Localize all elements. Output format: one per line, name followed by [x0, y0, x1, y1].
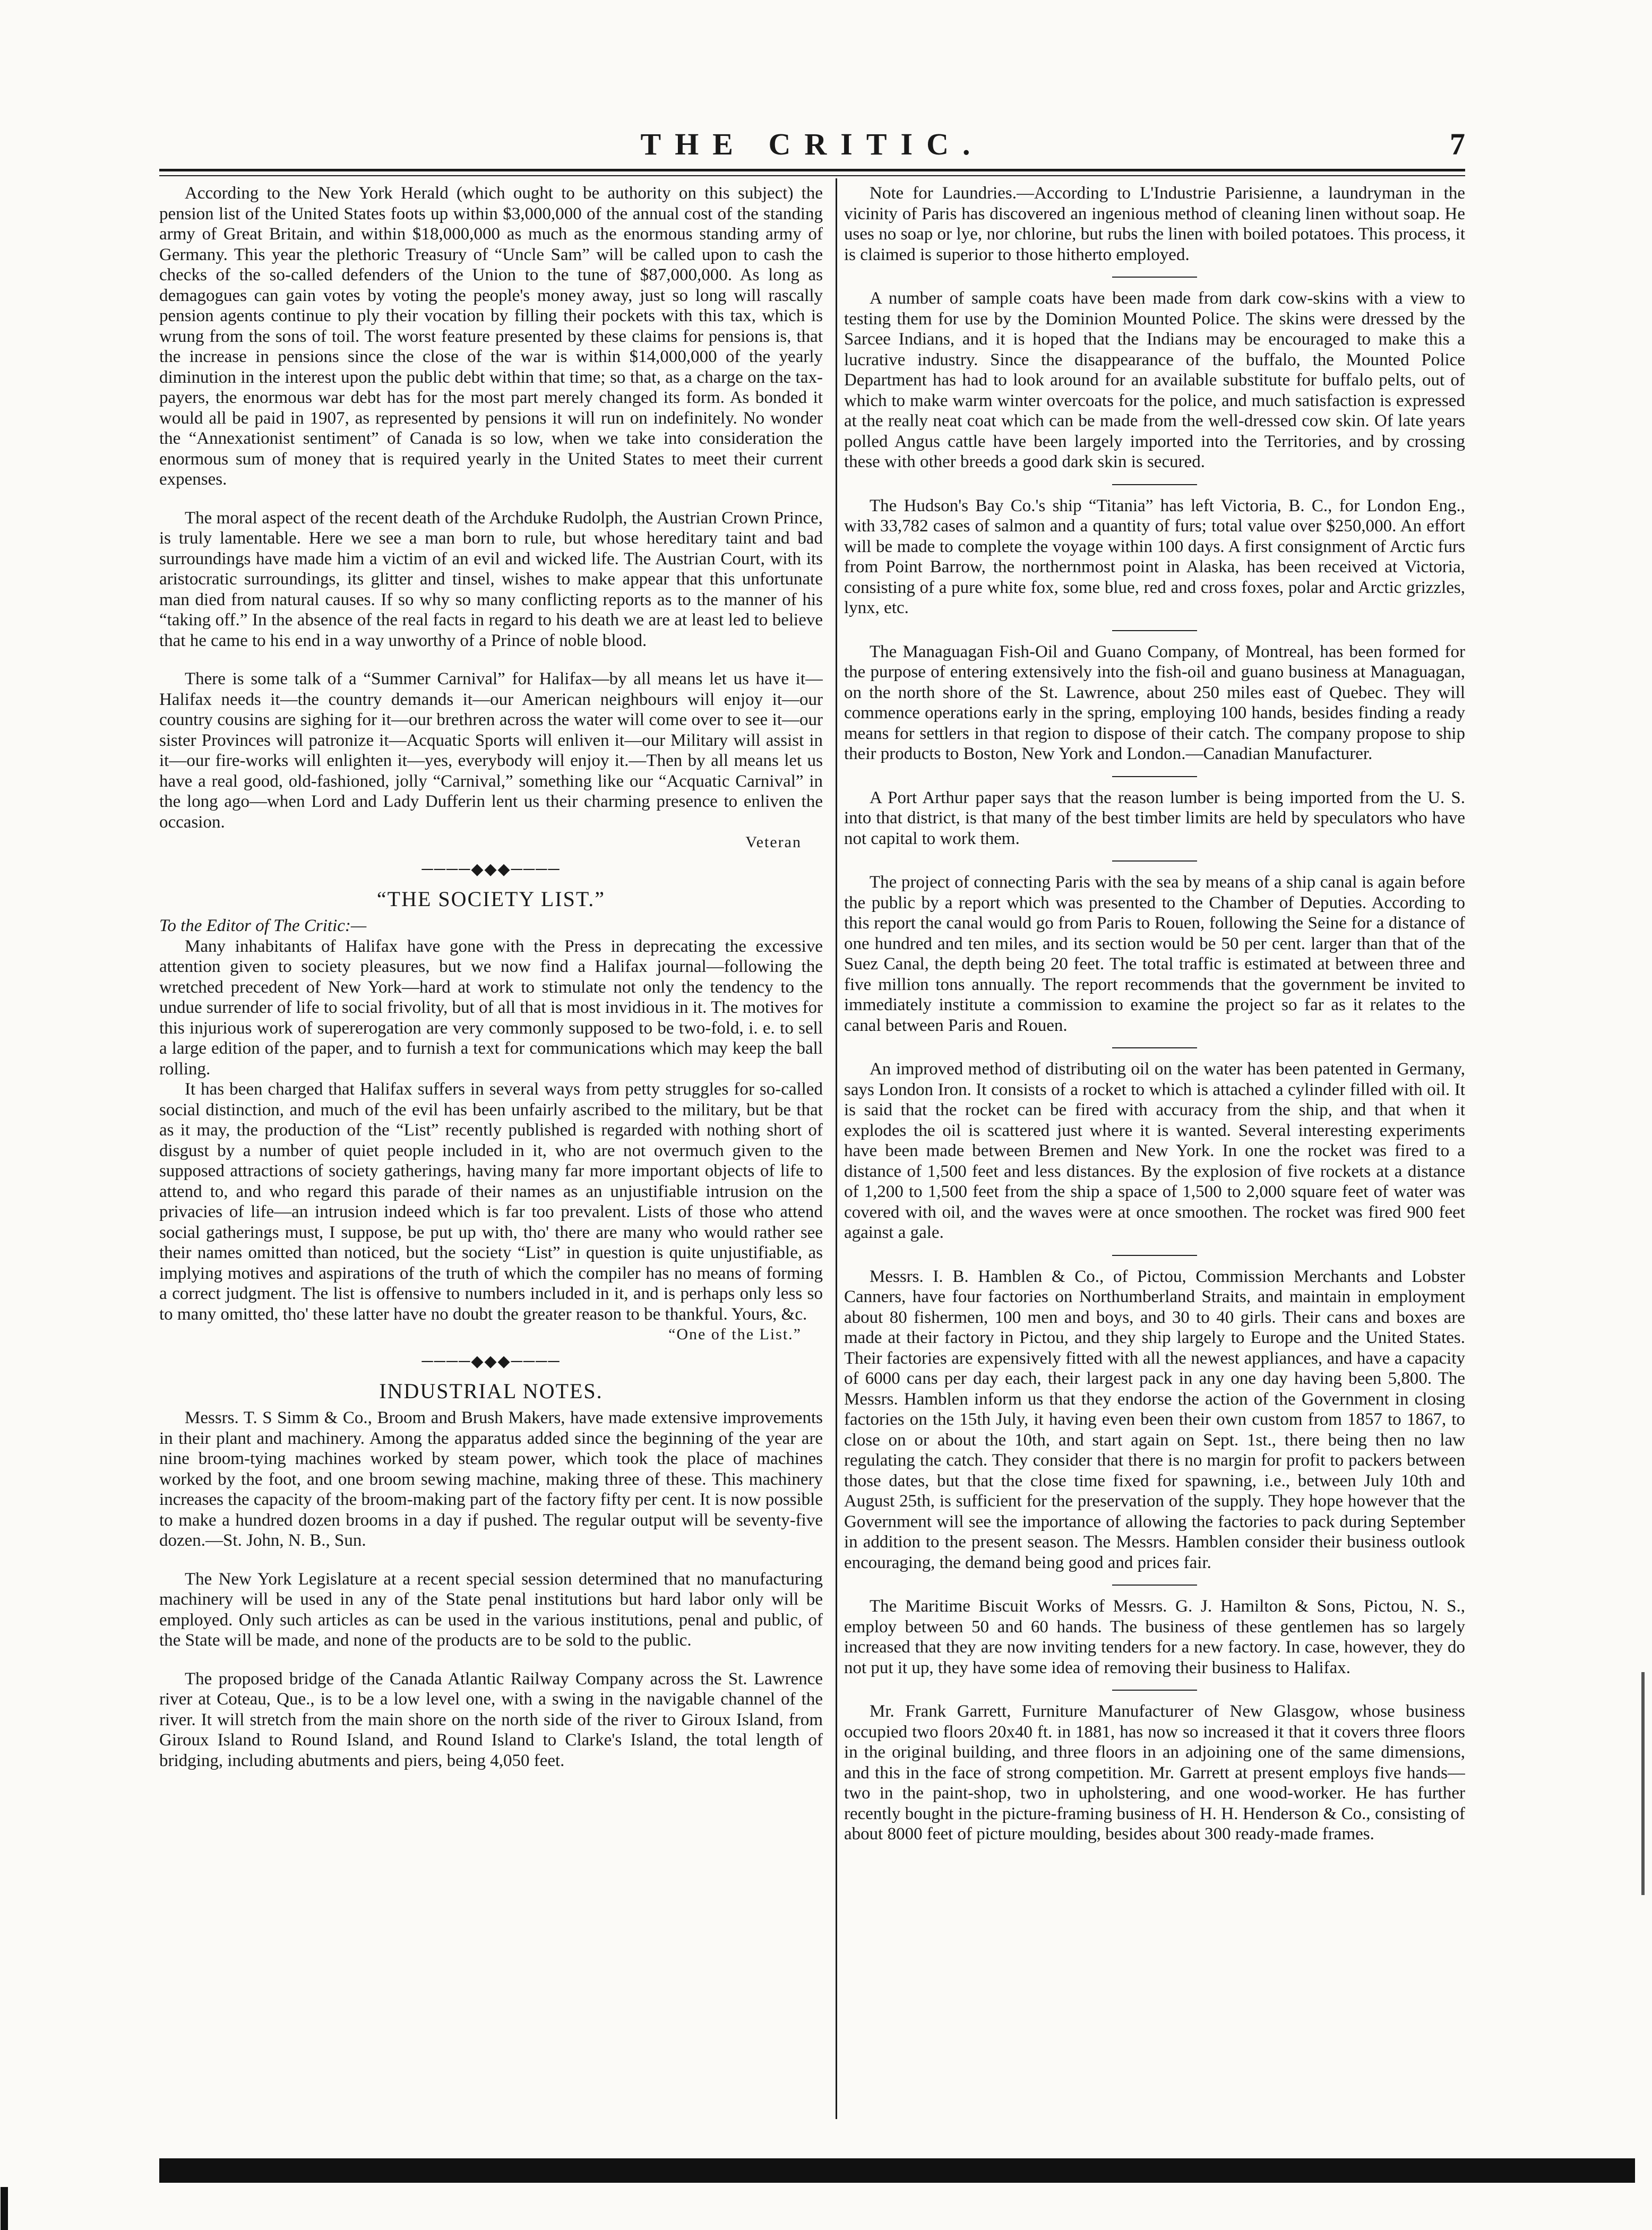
society-list-heading: “THE SOCIETY LIST.” [376, 886, 606, 911]
scan-edge-mark [1, 2187, 8, 2230]
article-archduke-rudolph: The moral aspect of the recent death of the Archduke Rudolph, the Austrian Crown Prince, is truly lamentable. Here we see a man born to rule, but whose hereditary taint and bad surroundings have made him a victim of an evil and wicked life. The Austrian Court, with its aristocratic surroundings, its glitter and tinsel, wishes to make appear that this unfortunate man died from natural causes. If so why so many conflicting reports as to the manner of his “taking off.” In the absence of the real facts in regard to his death we are at least led to believe that he came to his end in a way unworthy of a Prince of noble blood. [159, 508, 823, 650]
article-ny-legislature: The New York Legislature at a recent special session determined that no manufacturing machinery will be used in any of the State penal institutions but hard labor only will be employed. Only such articles as can be used in the various institutions, penal and public, of the State will be made, and none of the products are to be sold to the public. [159, 1569, 823, 1650]
separator-rule [1112, 1585, 1197, 1586]
page-number: 7 [1450, 127, 1465, 161]
article-summer-carnival: There is some talk of a “Summer Carnival” for Halifax—by all means let us have it—Halifax needs it—the country demands it—our American neighbours will enjoy it—our country cousins are sighing for it—our brethren across the water will come over to see it—our sister Provinces will patronize it—Acquatic Sports will enliven it—our Military will assist in it—our fire-works will enlighten it—yes, everybody will enjoy it.—Then by all means let us have a real good, old-fashioned, jolly “Carnival,” something like our “Acquatic Carnival” in the long ago—when Lord and Lady Dufferin lent us their charming presence to enliven the occasion. [159, 669, 823, 832]
signature-one-of-the-list: “One of the List.” [668, 1325, 802, 1343]
article-titania-ship: The Hudson's Bay Co.'s ship “Titania” has left Victoria, B. C., for London Eng., with 33,782 cases of salmon and a quantity of furs; total value over $250,000. An effort will be made to complete the voyage within 100 days. A first consignment of Arctic furs from Point Barrow, the northernmost point in Alaska, has been received at Victoria, consisting of a pure white fox, some blue, red and cross foxes, polar and Arctic grizzles, lynx, etc. [844, 496, 1465, 617]
article-simm-brooms: Messrs. T. S Simm & Co., Broom and Brush Makers, have made extensive improvements in their plant and machinery. Among the apparatus added since the beginning of the year are nine broom-tying machines worked by steam power, which took the place of machines worked by the foot, and one broom sewing machine, making three of these. This machinery increases the capacity of the broom-making part of the factory fifty per cent. It is now possible to make a hundred dozen brooms in a day if pushed. The regular output will be seventy-five dozen.—St. John, N. B., Sun. [159, 1408, 823, 1550]
separator-rule [1112, 630, 1197, 631]
article-port-arthur-lumber: A Port Arthur paper says that the reason lumber is being imported from the U. S. into that district, is that many of the best timber limits are held by speculators who have not capital to work them. [844, 788, 1465, 848]
article-oil-rocket: An improved method of distributing oil on the water has been patented in Germany, says London Iron. It consists of a rocket to which is attached a cylinder filled with oil. It is said that the rocket can be fired with accuracy from the ship, and that when it explodes the oil is scattered just where it is wanted. Several interesting experiments have been made between Bremen and New York. In one the rocket was fired to a distance of 1,500 feet and less distances. By the explosion of five rockets at a distance of 1,200 to 1,500 feet from the ship a space of 1,500 to 2,000 square feet of water was covered with oil, and the waves were at once smoothen. The rocket was fired 900 feet against a gale. [844, 1060, 1465, 1242]
article-pension-list: According to the New York Herald (which ought to be authority on this subject) the pension list of the United States foots up within $3,000,000 of the annual cost of the standing army of Great Britain, and within $18,000,000 as much as the enormous standing army of Germany. This year the plethoric Treasury of “Uncle Sam” will be called upon to cash the checks of the so-called defenders of the Union to the tune of $87,000,000. As long as demagogues can gain votes by voting the people's money away, just so long will rascally pension agents continue to ply their vocation by filling their pockets with this tax, which is wrung from the sons of toil. The worst feature presented by these claims for pensions is, that the increase in pensions since the close of the war is within $14,000,000 of the yearly diminution in the interest upon the public debt within that time; so that, as a charge on the tax-payers, the enormous war debt has for the most part merely changed its form. As bonded it would all be paid in 1907, as represented by pensions it will run on indefinitely. No wonder the “Annexationist sentiment” of Canada is so low, when we take into consideration the enormous sum of money that is required yearly in the United States to meet their current expenses. [159, 184, 823, 489]
article-hamblen-lobster: Messrs. I. B. Hamblen & Co., of Pictou, Commission Merchants and Lobster Canners, have four factories on Northumberland Straits, and maintain in employment about 80 fishermen, 100 men and boys, and 30 to 40 girls. Their cans and boxes are made at their factory in Pictou, and they ship largely to Europe and the United States. Their factories are expensively fitted with all the newest appliances, and have a capacity of 6000 cans per day each, their largest pack in any one day having been 5,800. The Messrs. Hamblen inform us that they endorse the action of the Government in closing factories on the 15th July, it having even been their own custom from 1857 to 1867, to close on or about the 10th, and start again on Sept. 1st., there being then no law regulating the catch. They consider that there is no margin for profit to packers between those dates, but that the close time fixed for spawning, i.e., between July 10th and August 25th, is sufficient for the preservation of the supply. They hope however that the Government will see the importance of allowing the factories to pack during September in addition to the present season. The Messrs. Hamblen consider their business outlook encouraging, the demand being good and prices fair. [844, 1267, 1465, 1572]
page-header [159, 126, 1465, 169]
letter-paragraph-1: Many inhabitants of Halifax have gone with the Press in deprecating the excessive attention given to society pleasures, but we now find a Halifax journal—following the wretched precedent of New York—hard at work to stimulate not only the tendency to the undue surrender of life to social frivolity, but of all that is most invidious in it. The motives for this injurious work of supererogation are very commonly supposed to be two-fold, i. e. to sell a large edition of the paper, and to furnish a text for communications which may keep the ball rolling. [159, 936, 823, 1079]
article-managuagan-fish-oil: The Managuagan Fish-Oil and Guano Company, of Montreal, has been formed for the purpose of entering extensively into the fish-oil and guano business at Managuagan, on the north shore of the St. Lawrence, about 250 miles east of Quebec. They will commence operations early in the spring, employing 100 hands, besides finding a ready means for settlers in that region to dispose of their catch. The company propose to ship their products to Boston, New York and London.—Canadian Manufacturer. [844, 642, 1465, 763]
article-canada-atlantic-bridge: The proposed bridge of the Canada Atlantic Railway Company across the St. Lawrence river at Coteau, Que., is to be a low level one, with a swing in the navigable channel of the river. It will stretch from the main shore on the north side of the river to Giroux Island, from Giroux Island to Round Island, and Round Island to Clarke's Island, the total length of bridging, including abutments and piers, being 4,050 feet. [159, 1669, 823, 1770]
left-column [159, 183, 823, 2126]
signature-veteran: Veteran [745, 833, 802, 851]
ornament-divider: ────◆◆◆──── [421, 1352, 561, 1370]
article-laundries: Note for Laundries.—According to L'Industrie Parisienne, a laundryman in the vicinity of Paris has discovered an ingenious method of cleaning linen without soap. He uses no soap or lye, nor chlorine, but rubs the linen with boiled potatoes. This process, it is claimed is superior to those hitherto employed. [844, 184, 1465, 264]
separator-rule [1112, 277, 1197, 278]
letter-salutation: To the Editor of The Critic:— [159, 916, 367, 935]
separator-rule [1112, 1047, 1197, 1048]
separator-rule [1112, 484, 1197, 485]
right-column [844, 183, 1465, 2126]
article-paris-ship-canal: The project of connecting Paris with the sea by means of a ship canal is again before the public by a report which was presented to the Chamber of Deputies. According to this report the canal would go from Paris to Rouen, following the Seine for a distance of one hundred and ten miles, and its section would be 50 per cent. larger than that of the Suez Canal, the depth being 20 feet. The total traffic is estimated at between three and five million tons annually. The report recommends that the government be invited to immediately institute a commission to examine the project so far as it relates to the canal between Paris and Rouen. [844, 873, 1465, 1035]
page-bottom-bar [159, 2158, 1635, 2183]
header-rule-thin [159, 175, 1465, 176]
industrial-notes-heading: INDUSTRIAL NOTES. [379, 1379, 603, 1403]
ornament-divider: ────◆◆◆──── [421, 860, 561, 878]
article-cow-skin-coats: A number of sample coats have been made from dark cow-skins with a view to testing them for use by the Dominion Mounted Police. The skins were dressed by the Sarcee Indians, and it is hoped that the Indians may be encouraged to make this a lucrative industry. Since the disappearance of the buffalo, the Mounted Police Department has had to look around for an available substitute for buffalo pelts, out of which to make warm winter overcoats for the police, and much satisfaction is expressed at the really neat coat which can be made from the well-dressed cow skin. Of late years polled Angus cattle have been largely imported into the Territories, and by crossing these with other breeds a good dark skin is secured. [844, 289, 1465, 471]
separator-rule [1112, 1690, 1197, 1691]
article-maritime-biscuit: The Maritime Biscuit Works of Messrs. G. J. Hamilton & Sons, Pictou, N. S., employ between 50 and 60 hands. The business of these gentlemen has so largely increased that they are now inviting tenders for a new factory. In case, however, they do not put it up, they have some idea of removing their business to Halifax. [844, 1597, 1465, 1677]
separator-rule [1112, 860, 1197, 862]
article-frank-garrett: Mr. Frank Garrett, Furniture Manufacturer of New Glasgow, whose business occupied two floors 20x40 ft. in 1881, has now so increased it that it covers three floors in the original building, and three floors in an adjoining one of the same dimensions, and this in the face of strong competition. Mr. Garrett at present employs five hands—two in the paint-shop, two in upholstering, and one wood-worker. He has further recently bought in the picture-framing business of H. H. Henderson & Co., consisting of about 8000 feet of picture moulding, besides about 300 ready-made frames. [844, 1702, 1465, 1844]
scan-right-edge [1641, 1672, 1645, 1895]
letter-paragraph-2: It has been charged that Halifax suffers in several ways from petty struggles for so-called social distinction, and much of the evil has been unfairly ascribed to the military, but be that as it may, the production of the “List” recently published is regarded with nothing short of disgust by a number of quiet people included in it, who are not overmuch given to the supposed attractions of society gatherings, having many far more important objects of life to attend to, and who regard this parade of their names as an unjustifiable intrusion on the privacies of life—an intrusion indeed which is far too prevalent. Lists of those who attend social gatherings must, I suppose, be put up with, tho' there are many who would rather see their names omitted than noticed, but the society “List” in question is quite unjustifiable, as implying motives and aspirations of the truth of which the compiler has no means of forming a correct judgment. The list is offensive to numbers included in it, and is perhaps only less so to many omitted, tho' these latter have no doubt the greater reason to be thankful. Yours, &c. [159, 1080, 823, 1324]
column-divider [836, 178, 837, 2119]
masthead-title: THE CRITIC. [640, 127, 984, 161]
separator-rule [1112, 1255, 1197, 1256]
header-rule-thick [159, 169, 1465, 171]
separator-rule [1112, 776, 1197, 777]
